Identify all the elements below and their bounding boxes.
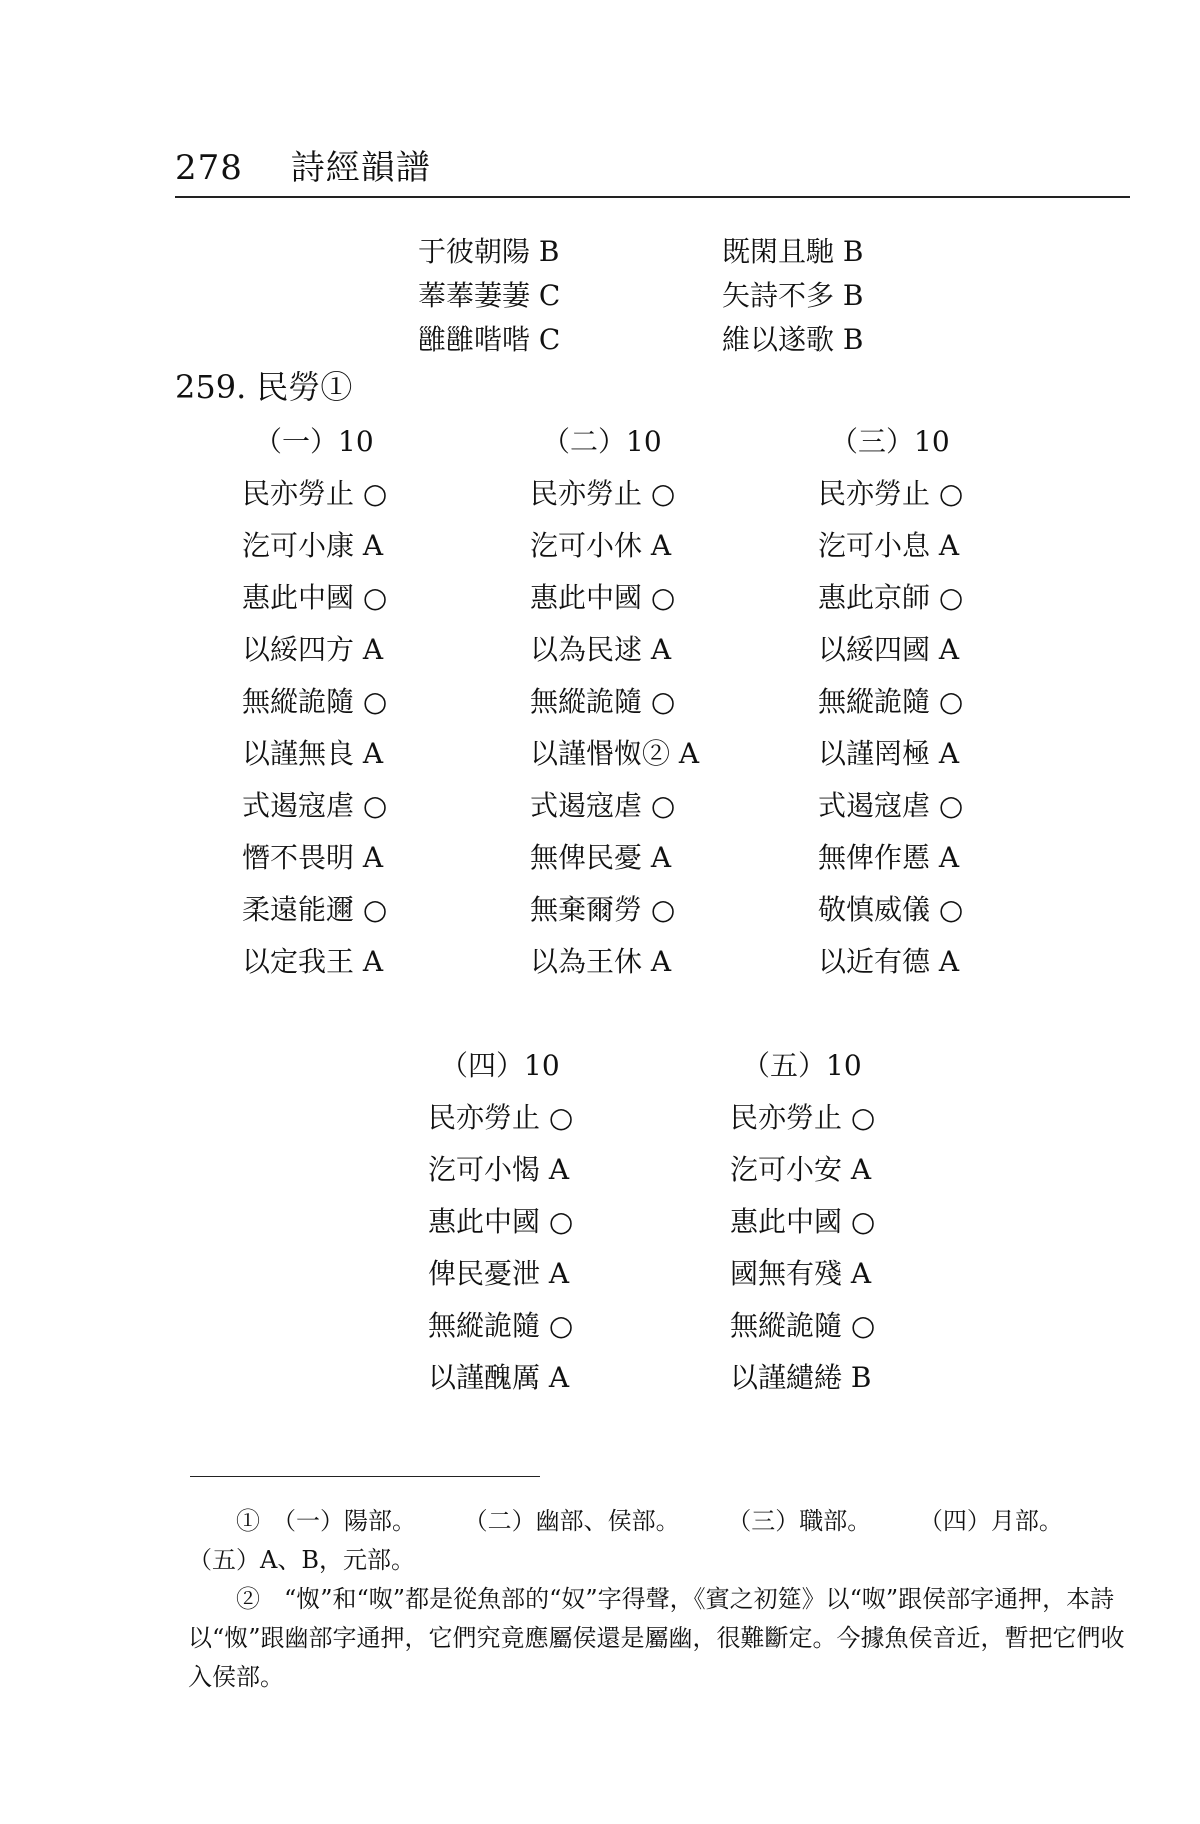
poem-line: 無縱詭隨 ○ bbox=[530, 685, 676, 718]
poem-line: 敬慎威儀 ○ bbox=[818, 893, 964, 926]
poem-line: 以謹醜厲 A bbox=[428, 1361, 570, 1394]
poem-line: 惠此中國 ○ bbox=[730, 1205, 876, 1238]
poem-line: 汔可小休 A bbox=[530, 529, 672, 562]
poem-line: 民亦勞止 ○ bbox=[242, 477, 388, 510]
poem-line: 無俾作慝 A bbox=[818, 841, 960, 874]
poem-line: 無縱詭隨 ○ bbox=[730, 1309, 876, 1342]
footnote-rule bbox=[190, 1476, 540, 1477]
header-rule bbox=[175, 196, 1130, 198]
stanza-heading: （一）10 bbox=[254, 425, 374, 458]
stanza-heading: （四）10 bbox=[440, 1049, 560, 1082]
poem-line: 式遏寇虐 ○ bbox=[530, 789, 676, 822]
poem-line: 矢詩不多 B bbox=[722, 279, 864, 312]
footnote-item: （二）幽部、侯部。 bbox=[463, 1507, 680, 1535]
poem-line: 憯不畏明 A bbox=[242, 841, 384, 874]
poem-line: 民亦勞止 ○ bbox=[730, 1101, 876, 1134]
section-title: 259. 民勞① bbox=[175, 368, 353, 406]
stanza-heading: （三）10 bbox=[830, 425, 950, 458]
poem-line: 以謹罔極 A bbox=[818, 737, 960, 770]
poem-line: 于彼朝陽 B bbox=[418, 235, 560, 268]
poem-line: 無縱詭隨 ○ bbox=[428, 1309, 574, 1342]
poem-line: 民亦勞止 ○ bbox=[818, 477, 964, 510]
poem-line: 國無有殘 A bbox=[730, 1257, 872, 1290]
footnote-item: ① （一）陽部。 bbox=[236, 1507, 416, 1535]
page-number: 278 bbox=[175, 148, 243, 188]
book-title: 詩經韻譜 bbox=[290, 148, 431, 188]
poem-line: 無縱詭隨 ○ bbox=[242, 685, 388, 718]
prev-poem-left-column bbox=[418, 230, 560, 362]
poem-line: 汔可小愒 A bbox=[428, 1153, 570, 1186]
poem-line: 無俾民憂 A bbox=[530, 841, 672, 874]
footnote-item: （三）職部。 bbox=[727, 1507, 872, 1535]
poem-line: 既閑且馳 B bbox=[722, 235, 864, 268]
stanza-heading: （二）10 bbox=[542, 425, 662, 458]
poem-line: 柔遠能邇 ○ bbox=[242, 893, 388, 926]
poem-line: 民亦勞止 ○ bbox=[428, 1101, 574, 1134]
footnote-1 bbox=[188, 1502, 1138, 1541]
poem-line: 汔可小康 A bbox=[242, 529, 384, 562]
stanza-2 bbox=[530, 416, 699, 988]
poem-line: 惠此中國 ○ bbox=[242, 581, 388, 614]
stanza-heading: （五）10 bbox=[742, 1049, 862, 1082]
prev-poem-right-column bbox=[722, 230, 863, 362]
poem-line: 汔可小息 A bbox=[818, 529, 960, 562]
page-header bbox=[175, 140, 431, 189]
stanza-1 bbox=[242, 416, 387, 988]
poem-line: 以定我王 A bbox=[242, 945, 384, 978]
poem-line: 以謹惽怓② A bbox=[530, 737, 700, 770]
poem-line: 以謹無良 A bbox=[242, 737, 384, 770]
footnotes bbox=[188, 1502, 1138, 1697]
footnote-2: ② “怓”和“呶”都是從魚部的“奴”字得聲，《賓之初筵》以“呶”跟侯部字通押，本詩以“怓”跟幽部字通押，它們究竟應屬侯還是屬幽，很難斷定。今據魚侯音近，暫把它們收入侯部。 bbox=[188, 1585, 1125, 1691]
poem-line: 惠此中國 ○ bbox=[530, 581, 676, 614]
stanza-3 bbox=[818, 416, 963, 988]
poem-line: 民亦勞止 ○ bbox=[530, 477, 676, 510]
poem-line: 維以遂歌 B bbox=[722, 323, 864, 356]
stanza-5 bbox=[730, 1040, 875, 1404]
footnote-item: （四）月部。 bbox=[918, 1507, 1063, 1535]
poem-line: 無棄爾勞 ○ bbox=[530, 893, 676, 926]
poem-line: 惠此京師 ○ bbox=[818, 581, 964, 614]
poem-line: 菶菶萋萋 C bbox=[418, 279, 561, 312]
poem-line: 以綏四國 A bbox=[818, 633, 960, 666]
poem-line: 雝雝喈喈 C bbox=[418, 323, 561, 356]
poem-line: 俾民憂泄 A bbox=[428, 1257, 570, 1290]
stanza-4 bbox=[428, 1040, 573, 1404]
poem-line: 汔可小安 A bbox=[730, 1153, 872, 1186]
footnote-1-tail: （五）A、B，元部。 bbox=[188, 1546, 415, 1574]
poem-line: 以為民逑 A bbox=[530, 633, 672, 666]
poem-line: 式遏寇虐 ○ bbox=[242, 789, 388, 822]
poem-line: 以綏四方 A bbox=[242, 633, 384, 666]
poem-line: 以為王休 A bbox=[530, 945, 672, 978]
poem-line: 以謹繾綣 B bbox=[730, 1361, 872, 1394]
poem-line: 式遏寇虐 ○ bbox=[818, 789, 964, 822]
poem-line: 以近有德 A bbox=[818, 945, 960, 978]
poem-line: 惠此中國 ○ bbox=[428, 1205, 574, 1238]
poem-line: 無縱詭隨 ○ bbox=[818, 685, 964, 718]
